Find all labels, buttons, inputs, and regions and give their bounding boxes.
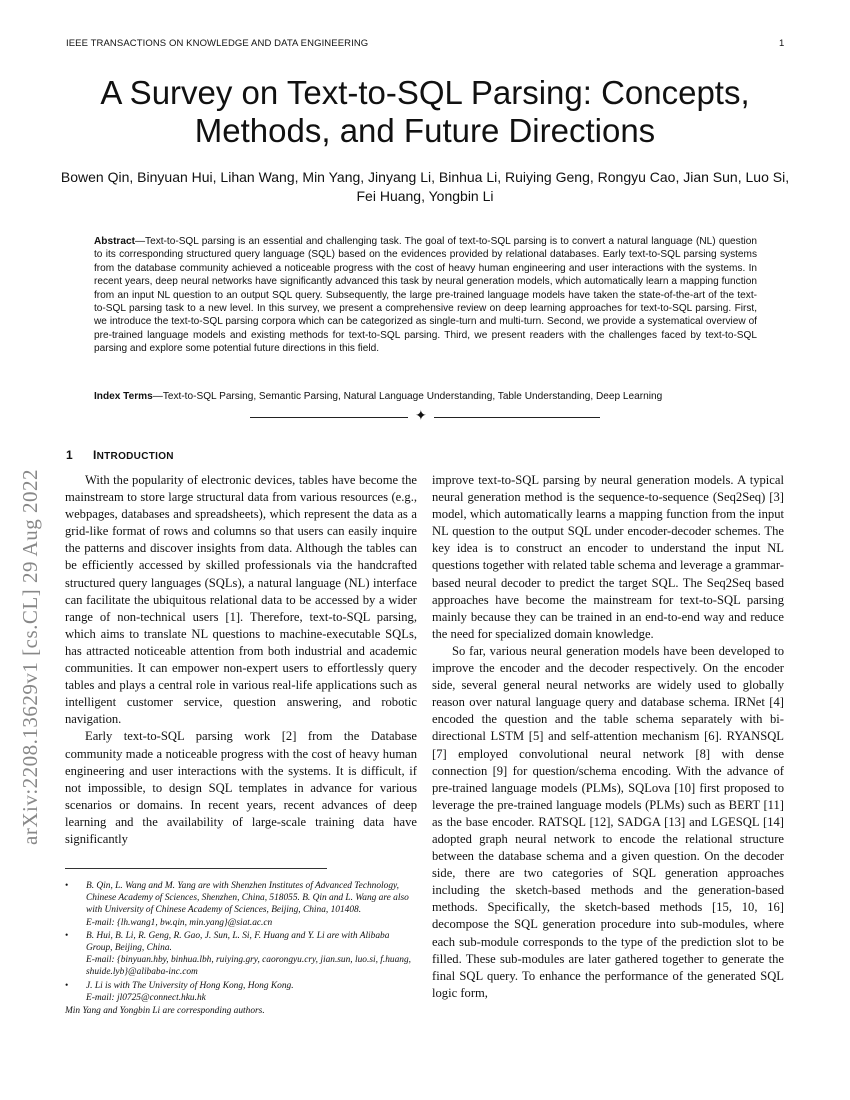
paragraph: improve text-to-SQL parsing by neural generation models. A typical neural generation method is the sequence-to-sequence (Seq2Seq) [3] model, which automatically learns a mapping function from the input NL question to the output SQL under encoder-decoder schemes. The key idea is to construct an encoder to understand the input NL questions together with related table schema and leverage a grammar-based neural decoder to predict the target SQL. The Seq2Seq based approaches have become the mainstream for text-to-SQL parsing mainly because they can be trained in an end-to-end way and reduce the need for specialized domain knowledge. [432,473,784,641]
right-column [432,472,784,1002]
abstract-text: —Text-to-SQL parsing is an essential and challenging task. The goal of text-to-SQL parsing is to convert a natural language (NL) question to its corresponding structured query language (SQL) based on the evidences provided by relational databases. Early text-to-SQL parsing systems from the database community achieved a noticeable progress with the cost of heavy human engineering and user interactions with the systems. In recent years, deep neural networks have significantly advanced this task by neural generation models, which automatically learn a mapping function from an input NL question to an output SQL query. Subsequently, the large pre-trained language models have taken the state-of-the-art of the text-to-SQL parsing task to a new level. In this survey, we present a comprehensive review on deep learning approaches for text-to-SQL parsing. First, we introduce the text-to-SQL parsing corpora which can be categorized as single-turn and multi-turn. Second, we provide a systematical overview of pre-trained language models and existing methods for text-to-SQL parsing. Third, we present readers with the challenges faced by text-to-SQL parsing and explore some potential future directions in this field. [94,236,757,355]
bullet-icon: • [65,980,69,991]
paragraph: Early text-to-SQL parsing work [2] from the Database community made a noticeable progress with the cost of heavy human engineering and user interactions with the systems. It is difficult, if not impossible, to design SQL templates in advance for various scenarios or domains. In recent years, recent advances of deep learning and the availability of large-scale training data have significantly [65,729,417,846]
affiliation-email: E-mail: {lh.wang1, bw.qin, min.yang}@siat.ac.cn [86,917,273,928]
left-column [65,472,417,848]
author-list: Bowen Qin, Binyuan Hui, Lihan Wang, Min Yang, Jinyang Li, Binhua Li, Ruiying Geng, Rongyu Cao, Jian Sun, Luo Si, Fei Huang, Yongbin Li [60,169,790,204]
affiliation-email: E-mail: {binyuan.hby, binhua.lbh, ruiying.gry, caorongyu.cry, jian.sun, luo.si, f.huang, shuide.lyb}@alibaba-inc.com [86,955,411,978]
section-title-rest: NTRODUCTION [96,451,174,462]
diamond-ornament-icon: ✦ [415,409,427,424]
affiliation-text: B. Qin, L. Wang and M. Yang are with Shenzhen Institutes of Advanced Technology, Chinese Academy of Sciences, Shenzhen, China, 518055. B. Qin and L. Wang are also with University of Chinese Academy of Sciences, Beijing, China, 101408. [86,881,409,916]
corresponding-authors-note: Min Yang and Yongbin Li are corresponding authors. [65,1006,265,1017]
affiliation-text: J. Li is with The University of Hong Kong, Hong Kong. [86,980,294,991]
affiliation-email: E-mail: jl0725@connect.hku.hk [86,992,206,1003]
section-divider [250,411,600,425]
section-number: 1 [66,448,73,462]
arxiv-identifier: arXiv:2208.13629v1 [cs.CL] 29 Aug 2022 [18,469,42,845]
paper-title: A Survey on Text-to-SQL Parsing: Concepts, Methods, and Future Directions [100,74,750,149]
running-header: IEEE TRANSACTIONS ON KNOWLEDGE AND DATA ENGINEERING [66,38,369,49]
abstract [94,235,757,356]
section-title-initial: I [92,448,97,462]
section-heading [66,448,174,462]
index-terms [94,390,757,403]
index-terms-text: —Text-to-SQL Parsing, Semantic Parsing, Natural Language Understanding, Table Understanding, Deep Learning [152,391,663,402]
footnote-item [65,980,417,1004]
page-number: 1 [779,38,785,49]
paragraph: With the popularity of electronic devices, tables have become the mainstream to store large structural data from various resources (e.g., webpages, databases and spreadsheets), which represent the data as a grid-like format of rows and columns so that users can easily inquire the patterns and discover insights from data. Although the tables can be efficiently accessed by skilled professionals via the handcrafted structured query languages (SQLs), a natural language (NL) interface can facilitate the ubiquitous relational data to be accessed by a wider range of non-technical users [1]. Therefore, text-to-SQL parsing, which aims to translate NL questions to machine-executable SQLs, has attracted noticeable attention from both industrial and academic communities. It can empower non-expert users to effortlessly query tables and plays a central role in various real-life applications such as intelligent customer service, question answering, and robotic navigation. [65,473,417,727]
footnote-rule [65,868,327,869]
footnote-item [65,930,417,979]
footnotes [65,880,417,1017]
footnote-item [65,880,417,929]
bullet-icon: • [65,881,69,891]
bullet-icon: • [65,930,69,941]
divider-line-left [250,417,408,418]
divider-line-right [434,417,600,418]
paragraph: So far, various neural generation models have been developed to improve the encoder and the decoder respectively. On the encoder side, several general neural networks are widely used to globally reason over natural language query and database schema. IRNet [4] encoded the question and the table schema separately with bi-directional LSTM [5] and self-attention mechanism [6]. RYANSQL [7] employed convolutional neural network [8] with dense connection [9] for question/schema encoding. With the advance of pre-trained language models (PLMs), SQLova [10] first proposed to leverage the pre-trained language models (PLMs) such as BERT [11] as the base encoder. RATSQL [12], SADGA [13] and LGESQL [14] adopted graph neural network to encode the relational structure between the database schema and a given question. On the decoder side, there are two categories of SQL generation approaches including the sketch-based methods and the generation-based methods. Specifically, the sketch-based methods [15, 10, 16] decompose the SQL generation procedure into sub-modules, where each sub-module corresponds to the type of the prediction slot to be filled. These sub-modules are later gathered together to generate the final SQL query. To enhance the performance of the generated SQL logic form, [432,643,784,1000]
abstract-label: Abstract [94,236,135,247]
affiliation-text: B. Hui, B. Li, R. Geng, R. Gao, J. Sun, L. Si, F. Huang and Y. Li are with Alibaba Group, Beijing, China. [86,930,390,954]
index-terms-label: Index Terms [94,391,153,402]
